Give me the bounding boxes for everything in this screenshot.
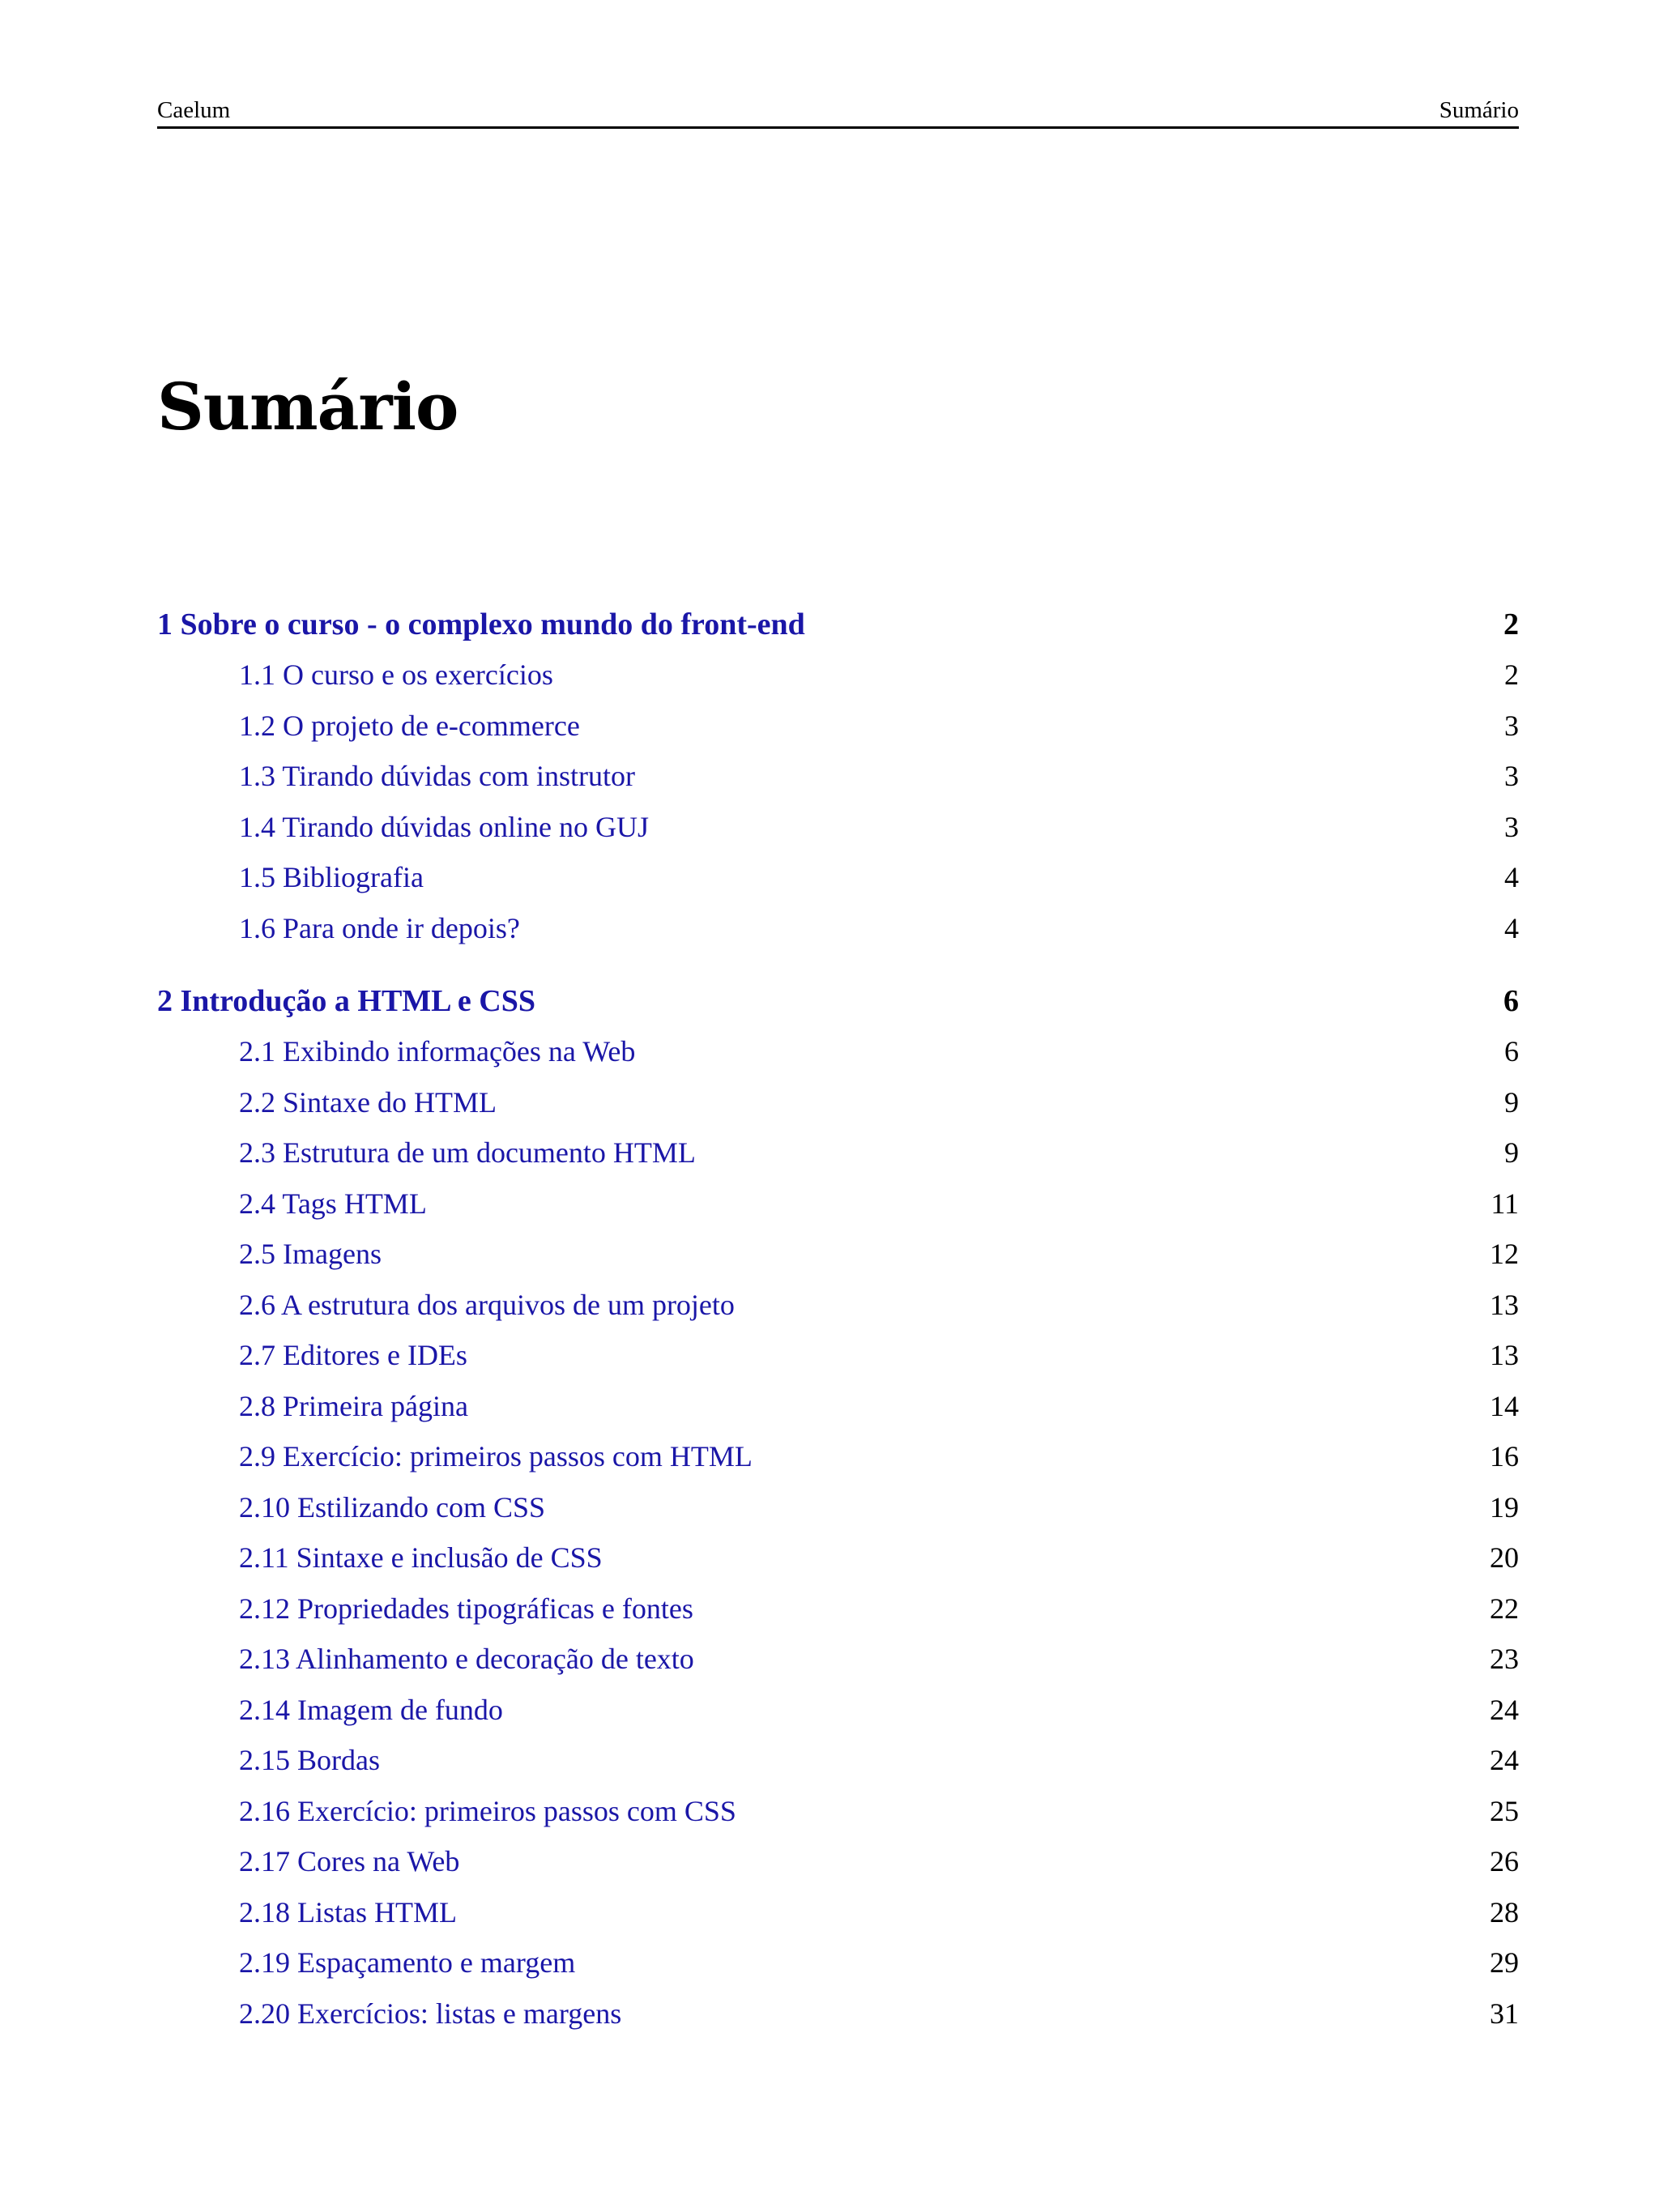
- toc-section-link[interactable]: 2.7 Editores e IDEs: [239, 1339, 467, 1371]
- toc-section-page: 9: [1504, 1085, 1519, 1119]
- toc-section-page: 26: [1490, 1845, 1519, 1877]
- toc-section-link[interactable]: 2.11 Sintaxe e inclusão de CSS: [239, 1541, 603, 1574]
- toc-chapter-link[interactable]: 2 Introdução a HTML e CSS: [157, 984, 535, 1018]
- toc-section-page: 4: [1504, 911, 1519, 944]
- toc-section-page: 19: [1490, 1490, 1519, 1524]
- toc-section-link[interactable]: 2.18 Listas HTML: [239, 1895, 457, 1929]
- toc-section-entry[interactable]: [157, 1836, 1519, 1887]
- toc-section-entry[interactable]: [157, 1381, 1519, 1432]
- toc-section-entry[interactable]: [157, 802, 1519, 853]
- toc-section-page: 3: [1504, 760, 1519, 792]
- toc-chapter-page: 2: [1503, 607, 1519, 641]
- toc-section-entry[interactable]: [157, 751, 1519, 802]
- toc-section-link[interactable]: 2.17 Cores na Web: [239, 1845, 460, 1877]
- toc-section-page: 3: [1504, 810, 1519, 843]
- toc-chapter-link[interactable]: 1 Sobre o curso - o complexo mundo do front-end: [157, 607, 805, 641]
- toc-section-link[interactable]: 1.2 O projeto de e-commerce: [239, 709, 580, 742]
- toc-section-entry[interactable]: [157, 1583, 1519, 1634]
- toc-section-entry[interactable]: [157, 903, 1519, 954]
- toc-section-entry[interactable]: [157, 1937, 1519, 1988]
- toc-section-link[interactable]: 2.5 Imagens: [239, 1238, 382, 1270]
- toc-section-page: 23: [1490, 1643, 1519, 1675]
- toc-section-link[interactable]: 2.14 Imagem de fundo: [239, 1693, 503, 1726]
- toc-section-entry[interactable]: [157, 701, 1519, 752]
- toc-section-entry[interactable]: [157, 1532, 1519, 1583]
- toc-section-link[interactable]: 2.3 Estrutura de um documento HTML: [239, 1136, 696, 1169]
- toc-section-page: 29: [1490, 1946, 1519, 1979]
- toc-section-page: 28: [1490, 1895, 1519, 1929]
- toc-section-entry[interactable]: [157, 1988, 1519, 2039]
- toc-section-entry[interactable]: [157, 1431, 1519, 1482]
- toc-section-page: 3: [1504, 709, 1519, 742]
- toc-section-link[interactable]: 2.13 Alinhamento e decoração de texto: [239, 1643, 694, 1675]
- toc-section-page: 24: [1490, 1744, 1519, 1776]
- toc-chapter-page: 6: [1503, 984, 1519, 1018]
- toc-section-link[interactable]: 2.19 Espaçamento e margem: [239, 1946, 576, 1979]
- toc-section-link[interactable]: 1.5 Bibliografia: [239, 861, 424, 893]
- toc-section-entry[interactable]: [157, 650, 1519, 701]
- toc-section-entry[interactable]: [157, 1077, 1519, 1128]
- toc-section-entry[interactable]: [157, 1634, 1519, 1685]
- toc-section-link[interactable]: 2.2 Sintaxe do HTML: [239, 1085, 497, 1119]
- toc-section-page: 22: [1490, 1592, 1519, 1625]
- chapter-gap: [157, 953, 1519, 976]
- toc-section-link[interactable]: 1.3 Tirando dúvidas com instrutor: [239, 760, 636, 792]
- toc-chapter-entry[interactable]: [157, 599, 1519, 650]
- toc-section-page: 11: [1491, 1187, 1519, 1220]
- toc-section-page: 12: [1490, 1238, 1519, 1270]
- toc-section-entry[interactable]: [157, 1026, 1519, 1077]
- toc-section-entry[interactable]: [157, 1229, 1519, 1280]
- toc-section-page: 4: [1504, 861, 1519, 893]
- toc-section-page: 16: [1490, 1440, 1519, 1473]
- toc-section-link[interactable]: 2.12 Propriedades tipográficas e fontes: [239, 1592, 693, 1625]
- toc-section-page: 9: [1504, 1136, 1519, 1169]
- toc-section-page: 25: [1490, 1794, 1519, 1827]
- toc-section-link[interactable]: 1.1 O curso e os exercícios: [239, 658, 553, 691]
- toc-section-link[interactable]: 2.1 Exibindo informações na Web: [239, 1035, 636, 1068]
- toc-section-page: 13: [1490, 1339, 1519, 1371]
- table-of-contents: [157, 599, 1519, 2039]
- toc-section-entry[interactable]: [157, 1482, 1519, 1533]
- header-right: Sumário: [1439, 97, 1519, 123]
- toc-section-entry[interactable]: [157, 1178, 1519, 1230]
- header-left: Caelum: [157, 97, 231, 123]
- toc-section-link[interactable]: 2.8 Primeira página: [239, 1389, 468, 1422]
- toc-section-page: 13: [1490, 1288, 1519, 1321]
- toc-section-page: 20: [1490, 1541, 1519, 1574]
- toc-section-page: 24: [1490, 1693, 1519, 1726]
- toc-section-entry[interactable]: [157, 852, 1519, 903]
- toc-section-page: 6: [1504, 1035, 1519, 1068]
- toc-section-entry[interactable]: [157, 1786, 1519, 1837]
- toc-section-link[interactable]: 2.4 Tags HTML: [239, 1187, 427, 1220]
- toc-section-entry[interactable]: [157, 1685, 1519, 1736]
- toc-section-page: 2: [1504, 658, 1519, 691]
- toc-section-entry[interactable]: [157, 1887, 1519, 1938]
- toc-section-entry[interactable]: [157, 1280, 1519, 1331]
- toc-section-link[interactable]: 2.20 Exercícios: listas e margens: [239, 1997, 622, 2030]
- toc-section-link[interactable]: 2.6 A estrutura dos arquivos de um projeto: [239, 1288, 735, 1321]
- toc-section-entry[interactable]: [157, 1330, 1519, 1381]
- running-header: [157, 96, 1519, 129]
- toc-section-page: 31: [1490, 1997, 1519, 2030]
- toc-section-link[interactable]: 2.15 Bordas: [239, 1744, 380, 1776]
- toc-section-link[interactable]: 2.10 Estilizando com CSS: [239, 1490, 545, 1524]
- toc-section-entry[interactable]: [157, 1735, 1519, 1786]
- toc-section-entry[interactable]: [157, 1127, 1519, 1178]
- toc-chapter-entry[interactable]: [157, 976, 1519, 1026]
- toc-section-link[interactable]: 2.9 Exercício: primeiros passos com HTML: [239, 1440, 753, 1473]
- toc-section-link[interactable]: 2.16 Exercício: primeiros passos com CSS: [239, 1794, 736, 1827]
- toc-section-link[interactable]: 1.4 Tirando dúvidas online no GUJ: [239, 810, 650, 843]
- page-title: Sumário: [157, 369, 458, 445]
- toc-section-page: 14: [1490, 1389, 1519, 1422]
- toc-section-link[interactable]: 1.6 Para onde ir depois?: [239, 911, 520, 944]
